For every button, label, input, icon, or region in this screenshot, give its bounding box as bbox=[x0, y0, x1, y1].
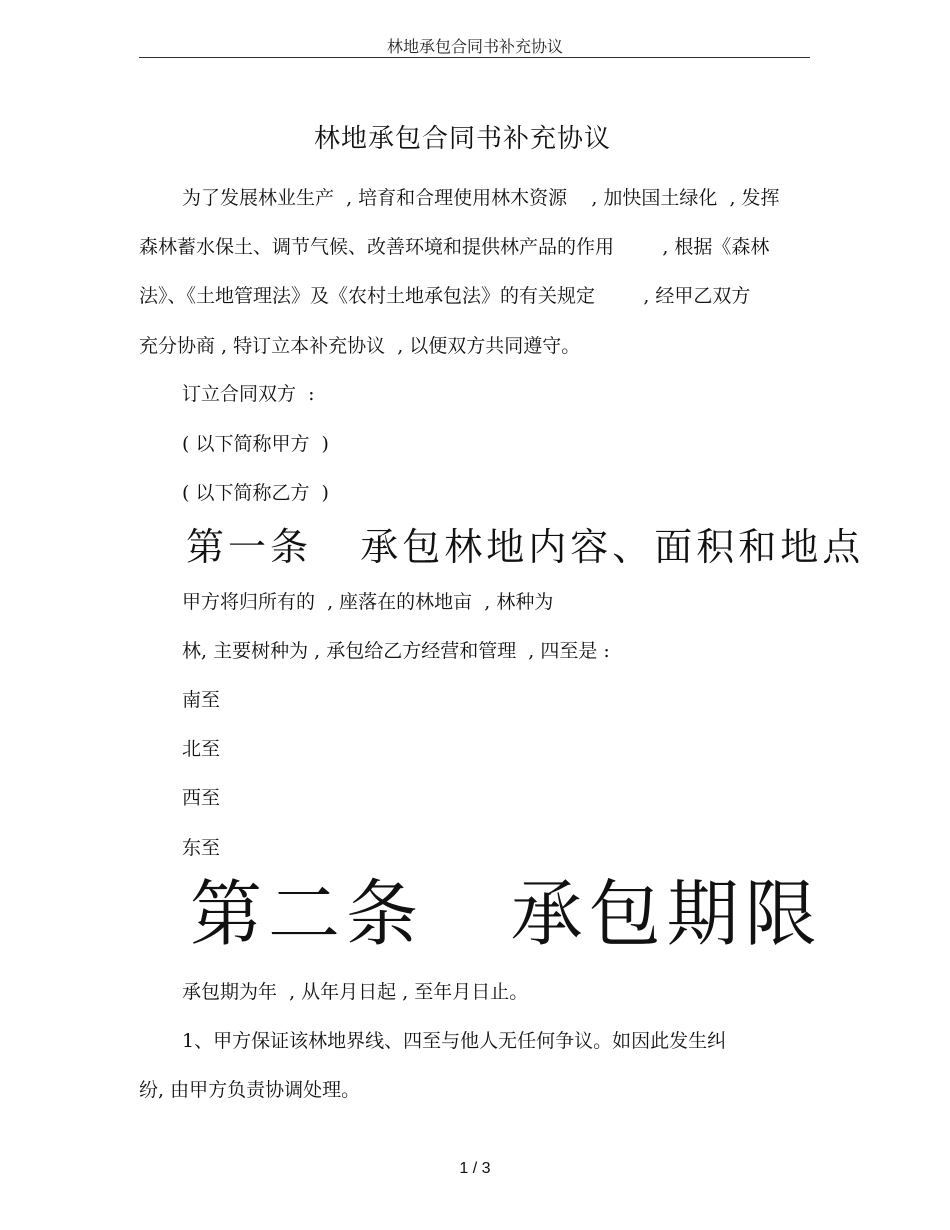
parties-label: 订立合同双方 : bbox=[182, 383, 315, 405]
intro-line-2: 森林蓄水保土、调节气候、改善环境和提供林产品的作用 , 根据《森林 bbox=[139, 236, 770, 258]
boundary-east: 东至 bbox=[182, 837, 221, 859]
boundary-south: 南至 bbox=[182, 689, 221, 711]
running-header: 林地承包合同书补充协议 bbox=[386, 37, 563, 56]
intro-line-4: 充分协商 , 特订立本补充协议 , 以便双方共同遵守。 bbox=[139, 335, 581, 357]
document-title: 林地承包合同书补充协议 bbox=[313, 124, 611, 154]
intro-line-1: 为了发展林业生产 , 培育和合理使用林木资源 , 加快国土绿化 , 发挥 bbox=[182, 187, 780, 209]
article-2-clause-1-line-2: 纷, 由甲方负责协调处理。 bbox=[139, 1079, 361, 1101]
boundary-west: 西至 bbox=[182, 787, 221, 809]
intro-line-3: 法》、《土地管理法》及《农村土地承包法》的有关规定 , 经甲乙双方 bbox=[139, 285, 751, 307]
header-rule bbox=[139, 57, 810, 58]
page-number: 1 / 3 bbox=[459, 1160, 491, 1177]
article-1-heading: 第一条 承包林地内容、面积和地点 bbox=[186, 525, 865, 569]
article-2-period: 承包期为年 , 从年月日起 , 至年月日止。 bbox=[182, 981, 529, 1003]
boundary-north: 北至 bbox=[182, 738, 221, 760]
article-1-line-2: 林, 主要树种为 , 承包给乙方经营和管理 , 四至是 : bbox=[182, 640, 610, 662]
article-2-heading: 第二条 承包期限 bbox=[190, 872, 823, 956]
party-b: ( 以下简称乙方 ) bbox=[182, 482, 329, 504]
article-1-line-1: 甲方将归所有的 , 座落在的林地亩 , 林种为 bbox=[182, 591, 554, 613]
party-a: ( 以下简称甲方 ) bbox=[182, 433, 329, 455]
article-2-clause-1-line-1: 1、甲方保证该林地界线、四至与他人无任何争议。如因此发生纠 bbox=[182, 1030, 727, 1052]
